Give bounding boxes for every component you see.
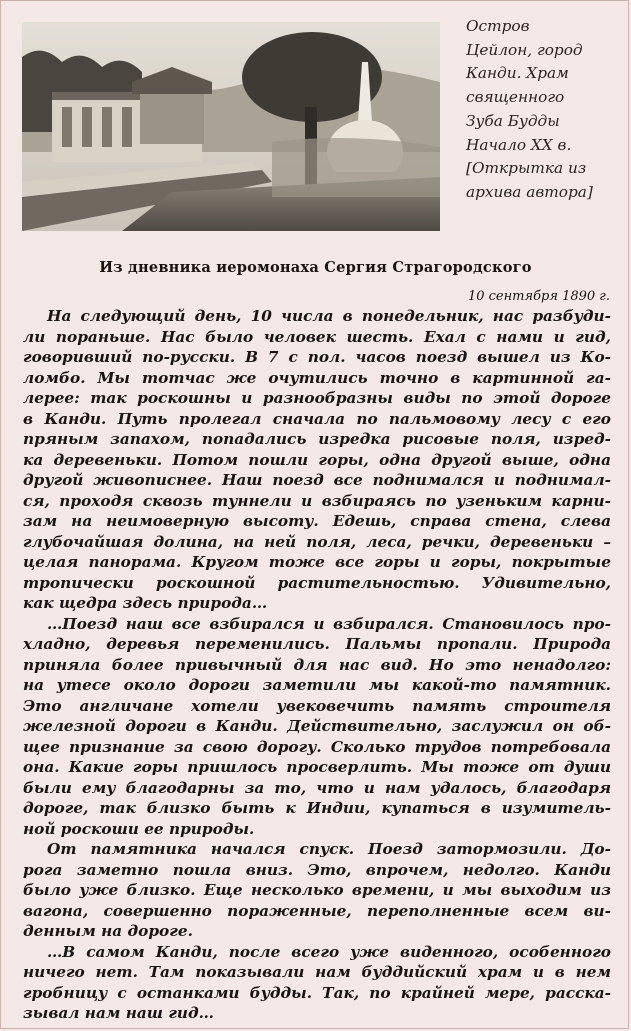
text-line: ка деревеньки. Потом пошли горы, одна другой выше, одна <box>23 450 611 469</box>
text-line: ломбо. Мы тотчас же очутились точно в картинной га- <box>23 368 611 387</box>
text-line: железной дороги в Канди. Действительно, заслужил он об- <box>23 717 611 735</box>
text-line: пряным запахом, попадались изредка рисовые поля, изред- <box>23 430 611 448</box>
caption-line: Канди. Храм <box>466 64 569 83</box>
text-line: ли пораньше. Нас было человек шесть. Ехал с нами и гид, <box>23 327 611 346</box>
caption-line: Цейлон, город <box>466 40 583 59</box>
photo-illustration <box>22 22 440 231</box>
caption-line: Зуба Будды <box>466 111 560 130</box>
paragraph <box>23 942 611 1024</box>
article-heading: Из дневника иеромонаха Сергия Страгородского <box>99 259 532 276</box>
text-line: были ему благодарны за то, что и нам удалось, благодаря <box>23 778 611 797</box>
kandy-temple-photo <box>22 22 440 231</box>
paragraph <box>23 614 611 840</box>
text-line: как щедра здесь природа… <box>23 594 268 612</box>
photo-caption <box>466 15 626 205</box>
paragraph <box>23 839 611 942</box>
text-line: ся, проходя сквозь туннели и взбираясь по узеньким карни- <box>23 491 611 510</box>
text-line: тропически роскошной растительностью. Удивительно, <box>23 573 611 592</box>
caption-line: Начало XX в. <box>466 135 572 154</box>
text-line: целая панорама. Кругом тоже все горы и горы, покрытые <box>23 553 611 571</box>
text-line: на утесе около дороги заметили мы какой-то памятник. <box>23 676 611 694</box>
caption-line: [Открытка из <box>466 159 587 178</box>
text-line: хладно, деревья переменились. Пальмы пропали. Природа <box>23 635 611 653</box>
text-line: глубочайшая долина, на ней поля, леса, речки, деревеньки – <box>23 532 611 551</box>
text-line: зывал нам наш гид… <box>23 1004 214 1022</box>
text-line: приняла более привычный для нас вид. Но это ненадолго: <box>23 655 611 674</box>
text-line: она. Какие горы пришлось просверлить. Мы тоже от души <box>23 758 611 776</box>
text-line: …Поезд наш все взбирался и взбирался. Становилось про- <box>47 614 611 633</box>
text-line: говоривший по-русски. В 7 с пол. часов поезд вышел из Ко- <box>23 348 611 366</box>
caption-line: священного <box>466 88 565 107</box>
text-line: лерее: так роскошны и разнообразны виды по этой дороге <box>23 389 611 407</box>
text-line: Это англичане хотели увековечить память строителя <box>23 696 611 715</box>
text-line: …В самом Канди, после всего уже виденного, особенного <box>47 942 611 961</box>
text-line: ной роскоши ее природы. <box>23 819 255 838</box>
paragraph <box>23 306 611 614</box>
caption-line: Остров <box>466 17 530 35</box>
text-line: На следующий день, 10 числа в понедельник, нас разбуди- <box>47 307 611 325</box>
diary-text <box>23 306 611 1024</box>
caption-line: архива автора] <box>466 182 593 201</box>
text-line: щее признание за свою дорогу. Сколько трудов потребовала <box>23 737 611 756</box>
text-line: в Канди. Путь пролегал сначала по пальмовому лесу с его <box>23 409 611 428</box>
text-line: зам на неимоверную высоту. Едешь, справа стена, слева <box>23 512 611 530</box>
text-line: другой живописнее. Наш поезд все поднимался и поднимал- <box>23 471 611 489</box>
text-line: денным на дороге. <box>23 922 193 940</box>
text-line: рога заметно пошла вниз. Это, впрочем, недолго. Канди <box>23 860 611 879</box>
text-line: вагона, совершенно пораженные, переполненные всем ви- <box>23 901 611 920</box>
text-line: было уже близко. Еще несколько времени, и мы выходим из <box>23 881 611 899</box>
diary-date: 10 сентября 1890 г. <box>467 289 610 304</box>
text-line: ничего нет. Там показывали нам буддийский храм и в нем <box>23 963 611 981</box>
text-line: гробницу с останками будды. Так, по крайней мере, расска- <box>23 983 611 1002</box>
text-line: дороге, так близко быть к Индии, купаться в изумитель- <box>23 799 611 817</box>
text-line: От памятника начался спуск. Поезд затормозили. До- <box>47 840 611 858</box>
